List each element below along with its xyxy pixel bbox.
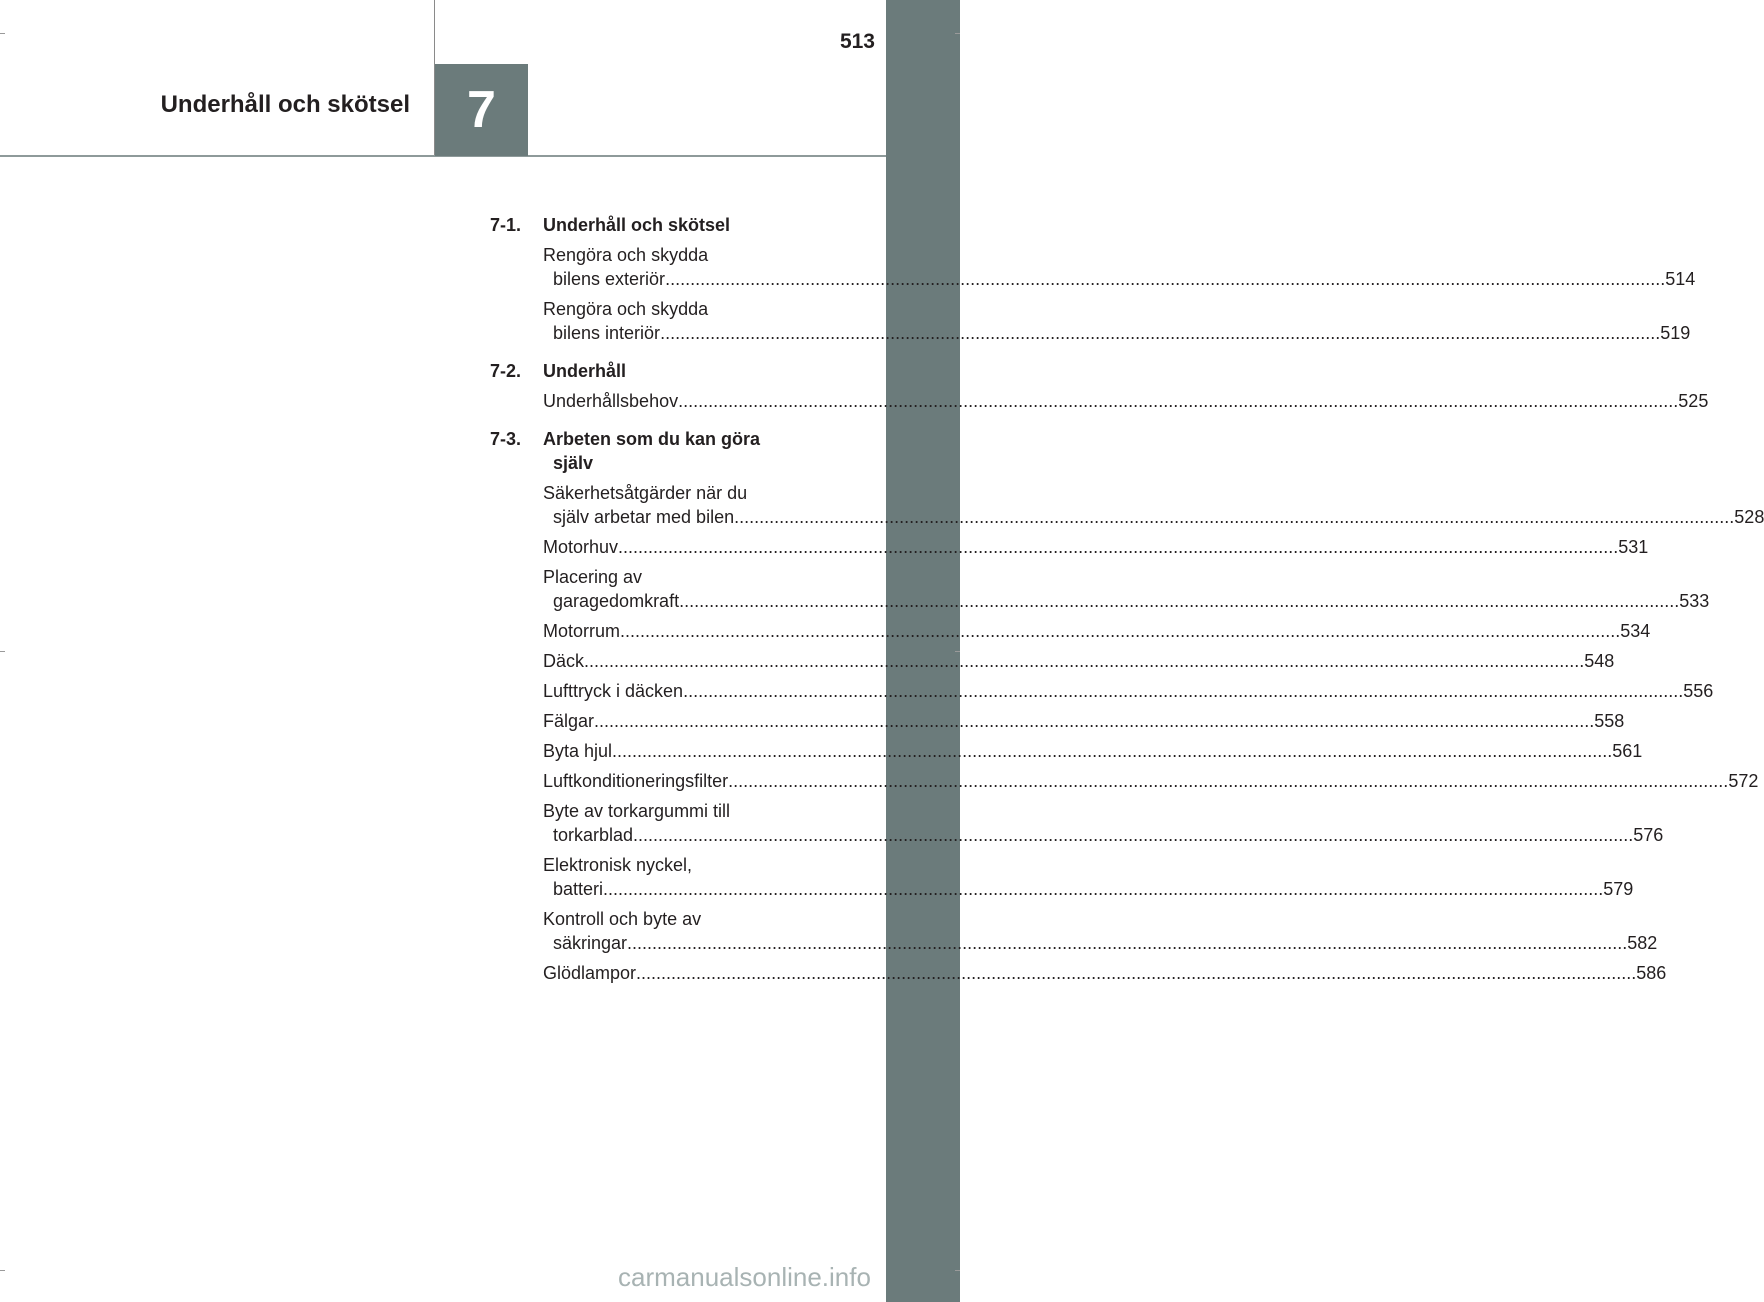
entry-page-number: 519 [1660,323,1691,343]
entry-page-number: 548 [1584,651,1615,671]
leader-dots: ........................................................................................................................................................................................................ [636,963,1637,983]
toc-entry[interactable] [543,389,1709,413]
entry-title: Glödlampor [543,963,637,983]
entry-title-line: Rengöra och skydda [543,245,709,265]
entry-title-line: Placering av [543,567,643,587]
section-title: själv [553,453,594,473]
entry-line [543,589,1710,613]
entry-line [543,321,1691,345]
entry-line [543,619,1651,643]
entry-page-number: 558 [1594,711,1625,731]
crop-mark [955,33,960,34]
toc-entry[interactable] [543,709,1625,733]
entry-page-number: 531 [1618,537,1649,557]
entry-page-number: 534 [1620,621,1651,641]
crop-mark [955,1270,960,1271]
entry-title: garagedomkraft [553,591,680,611]
toc-entry[interactable] [543,481,1764,529]
entry-line [543,649,1615,673]
crop-mark [0,1270,5,1271]
entry-page-number: 514 [1665,269,1696,289]
entry-page-number: 576 [1633,825,1664,845]
chapter-number: 7 [467,81,496,139]
leader-dots: ........................................................................................................................................................................................................ [603,879,1604,899]
toc-entry[interactable] [543,853,1634,901]
entry-line [543,823,1664,847]
entry-title-line: Elektronisk nyckel, [543,855,693,875]
leader-dots: ........................................................................................................................................................................................................ [728,771,1729,791]
leader-dots: ........................................................................................................................................................................................................ [633,825,1634,845]
leader-dots: ........................................................................................................................................................................................................ [584,651,1585,671]
entry-title: Däck [543,651,585,671]
toc-entry[interactable] [543,535,1649,559]
toc-entry[interactable] [543,297,1691,345]
leader-dots: ........................................................................................................................................................................................................ [734,507,1735,527]
entry-line [543,769,1759,793]
entry-title-line: Rengöra och skydda [543,299,709,319]
entry-title-line: Byte av torkargummi till [543,801,731,821]
toc-entry[interactable] [543,961,1667,985]
entry-line [543,877,1634,901]
entry-title: Motorrum [543,621,621,641]
crop-mark [0,33,5,34]
entry-title: batteri [553,879,604,899]
leader-dots: ........................................................................................................................................................................................................ [612,741,1613,761]
leader-dots: ........................................................................................................................................................................................................ [678,391,1679,411]
entry-page-number: 582 [1627,933,1658,953]
entry-page-number: 556 [1683,681,1714,701]
entry-line [543,535,1649,559]
leader-dots: ........................................................................................................................................................................................................ [594,711,1595,731]
entry-page-number: 579 [1603,879,1634,899]
table-of-contents [490,213,1764,985]
watermark: carmanualsonline.info [618,1262,871,1292]
toc-entry[interactable] [543,243,1696,291]
entry-title: Byta hjul [543,741,613,761]
entry-title: Motorhuv [543,537,619,557]
section-number: 7-2. [490,361,522,381]
entry-line [543,267,1696,291]
entry-page-number: 528 [1734,507,1764,527]
entry-title-line: Säkerhetsåtgärder när du [543,483,748,503]
entry-title: säkringar [553,933,628,953]
entry-line [543,739,1643,763]
entry-line [543,679,1714,703]
toc-section-heading [490,427,830,475]
entry-page-number: 586 [1636,963,1667,983]
leader-dots: ........................................................................................................................................................................................................ [660,323,1661,343]
section-title: Underhåll [543,361,627,381]
entry-title: själv arbetar med bilen [553,507,735,527]
toc-entry[interactable] [543,739,1643,763]
entry-title: Fälgar [543,711,595,731]
entry-page-number: 533 [1679,591,1710,611]
toc-entry[interactable] [543,679,1714,703]
leader-dots: ........................................................................................................................................................................................................ [627,933,1628,953]
section-number: 7-3. [490,429,522,449]
entry-page-number: 561 [1612,741,1643,761]
leader-dots: ........................................................................................................................................................................................................ [683,681,1684,701]
entry-page-number: 525 [1678,391,1709,411]
entry-line [543,931,1658,955]
toc-entry[interactable] [543,799,1664,847]
entry-line [543,505,1764,529]
entry-title: Underhållsbehov [543,391,679,411]
entry-line [543,389,1709,413]
entry-title: Lufttryck i däcken [543,681,684,701]
entry-line [543,961,1667,985]
chapter-number-box [435,64,528,156]
toc-entry[interactable] [543,769,1759,793]
toc-entry[interactable] [543,565,1710,613]
section-title: Arbeten som du kan göra [543,429,761,449]
entry-title: torkarblad [553,825,634,845]
toc-entry[interactable] [543,907,1658,955]
entry-title: bilens interiör [553,323,661,343]
entry-line [543,709,1625,733]
toc-entry[interactable] [543,619,1651,643]
section-title: Underhåll och skötsel [543,215,731,235]
leader-dots: ........................................................................................................................................................................................................ [665,269,1666,289]
crop-mark [0,651,5,652]
entry-title: Luftkonditioneringsfilter [543,771,729,791]
toc-section-heading [490,213,830,237]
entry-page-number: 572 [1728,771,1759,791]
leader-dots: ........................................................................................................................................................................................................ [618,537,1619,557]
leader-dots: ........................................................................................................................................................................................................ [679,591,1680,611]
toc-entry[interactable] [543,649,1615,673]
toc-section-heading [490,359,830,383]
page-number: 513 [839,30,875,53]
section-number: 7-1. [490,215,522,235]
chapter-title: Underhåll och skötsel [160,91,410,118]
leader-dots: ........................................................................................................................................................................................................ [620,621,1621,641]
entry-title: bilens exteriör [553,269,666,289]
entry-title-line: Kontroll och byte av [543,909,702,929]
